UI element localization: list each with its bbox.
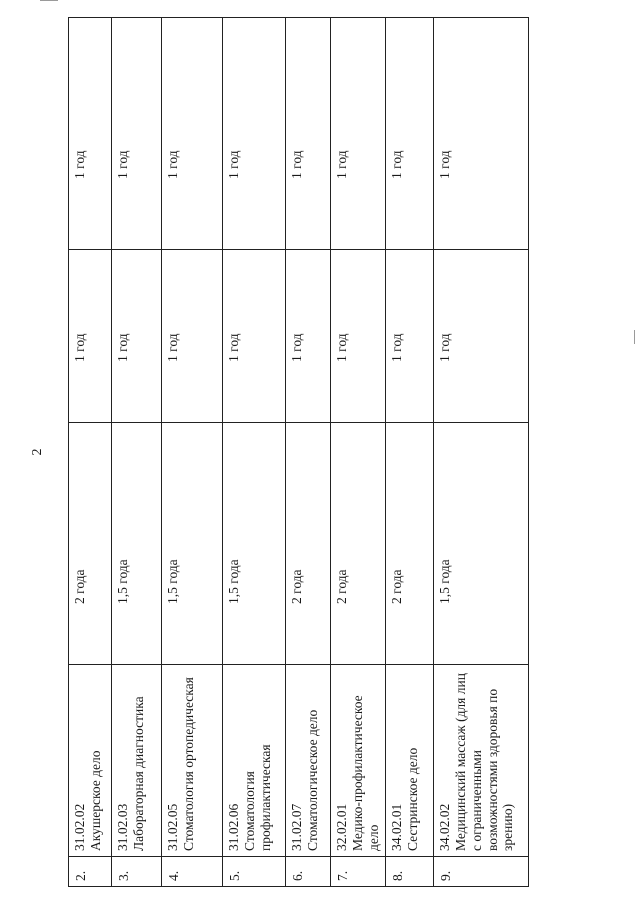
duration-cell: 2 года (69, 423, 112, 665)
specialty-code: 31.02.06 (226, 803, 241, 851)
duration-cell: 1 год (286, 18, 331, 250)
specialty-name: Стоматологическое дело (304, 709, 320, 851)
table-row (162, 18, 223, 887)
duration-cell: 1 год (223, 18, 286, 250)
duration-cell: 1 год (112, 18, 162, 250)
table-row (385, 18, 433, 887)
table-row (69, 18, 112, 887)
duration-cell: 1,5 года (433, 423, 528, 665)
duration-cell: 1 год (433, 250, 528, 423)
duration-cell: 1 год (112, 250, 162, 423)
duration-cell: 1 год (385, 250, 433, 423)
duration-cell: 2 года (286, 423, 331, 665)
specialty-code: 34.02.02 (436, 803, 452, 851)
table-row (223, 18, 286, 887)
table-row (286, 18, 331, 887)
specialty-code: 31.02.07 (289, 803, 304, 851)
specialty-name: Стоматология профилактическая (241, 744, 273, 851)
scan-edge-line (40, 0, 58, 1)
specialty-code: 31.02.02 (72, 803, 87, 851)
duration-cell: 1 год (331, 250, 386, 423)
specialty-name: Лабораторная диагностика (130, 696, 146, 851)
table-row (433, 18, 528, 887)
duration-cell: 1 год (331, 18, 386, 250)
specialty-code: 31.02.03 (115, 803, 130, 851)
specialty-name: Акушерское дело (87, 750, 103, 851)
table-row (112, 18, 162, 887)
duration-cell: 1,5 года (112, 423, 162, 665)
specialty-cell (69, 665, 112, 857)
duration-cell: 1 год (286, 250, 331, 423)
duration-cell: 2 года (331, 423, 386, 665)
specialty-cell (286, 665, 331, 857)
duration-cell: 1,5 года (162, 423, 223, 665)
row-number: 6. (286, 857, 331, 887)
duration-cell: 2 года (385, 423, 433, 665)
specialty-code: 34.02.01 (388, 803, 404, 851)
specialty-cell (162, 665, 223, 857)
page-number: 2 (30, 448, 45, 456)
specialty-name: Медицинский массаж (для лиц с ограниченными возможностями здоровья по зрению) (452, 673, 516, 851)
specialty-name: Медико-профилактическое дело (349, 695, 381, 851)
duration-cell: 1 год (433, 18, 528, 250)
row-number: 3. (112, 857, 162, 887)
scan-edge-line (634, 330, 635, 344)
specialty-code: 32.02.01 (334, 803, 349, 851)
specialty-cell (385, 665, 433, 857)
specialty-cell (433, 665, 528, 857)
row-number: 5. (223, 857, 286, 887)
row-number: 4. (162, 857, 223, 887)
row-number: 7. (331, 857, 386, 887)
table-row (331, 18, 386, 887)
row-number: 2. (69, 857, 112, 887)
specialty-cell (223, 665, 286, 857)
duration-cell: 1 год (69, 250, 112, 423)
duration-cell: 1 год (385, 18, 433, 250)
specialty-cell (331, 665, 386, 857)
row-number: 8. (385, 857, 433, 887)
specialty-name: Сестринское дело (404, 747, 420, 851)
specialty-name: Стоматология ортопедическая (180, 677, 196, 851)
duration-cell: 1 год (162, 18, 223, 250)
specialty-code: 31.02.05 (165, 803, 180, 851)
duration-cell: 1 год (69, 18, 112, 250)
specialty-cell (112, 665, 162, 857)
duration-cell: 1,5 года (223, 423, 286, 665)
duration-cell: 1 год (223, 250, 286, 423)
specialty-table (68, 17, 529, 887)
duration-cell: 1 год (162, 250, 223, 423)
row-number: 9. (433, 857, 528, 887)
